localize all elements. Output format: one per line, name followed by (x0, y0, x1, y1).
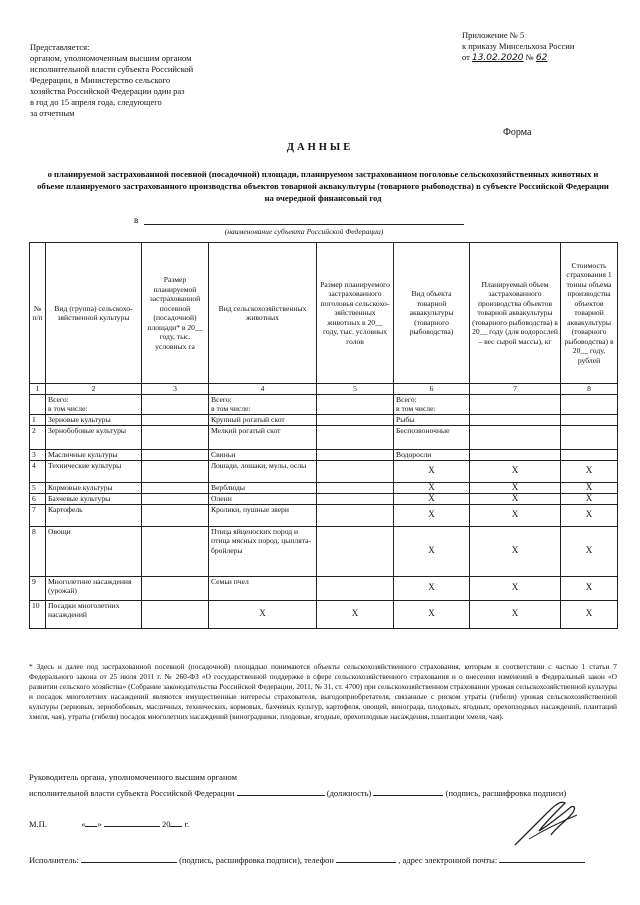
crop-name: Технические культуры (46, 460, 142, 482)
table-row (30, 576, 618, 600)
column-number: 7 (470, 384, 561, 395)
quote-close: » (97, 819, 102, 829)
insurance-cost-cell[interactable] (561, 414, 618, 425)
executor-label: Исполнитель: (29, 855, 79, 865)
aqua-name: X (394, 576, 470, 600)
month-field[interactable] (104, 817, 160, 827)
insurance-cost-cell: X (561, 526, 618, 576)
animal-name: Олени (209, 493, 317, 504)
total-crop-cell (46, 394, 142, 414)
email-field[interactable] (499, 853, 585, 863)
appendix-number: Приложение № 5 (462, 30, 525, 40)
insurance-cost-cell: X (561, 493, 618, 504)
header-crop-area: Размер планируемой застрахованной посевной (посадочной) площади* в 20__ году, тыс. условных га (142, 243, 209, 384)
head-title-line1: Руководитель органа, уполномоченного высшим органом (29, 772, 237, 782)
livestock-cell[interactable] (317, 493, 394, 504)
livestock-cell[interactable] (317, 425, 394, 449)
animal-name: Семьи пчел (209, 576, 317, 600)
livestock-cell[interactable] (317, 526, 394, 576)
document-title: ДАННЫЕ (286, 142, 354, 153)
aqua-volume-cell: X (470, 504, 561, 526)
column-number: 8 (561, 384, 618, 395)
crop-name: Овощи (46, 526, 142, 576)
animal-name: Кролики, пушные звери (209, 504, 317, 526)
aqua-volume-cell[interactable] (470, 414, 561, 425)
insurance-cost-cell: X (561, 482, 618, 493)
appendix-reference (462, 30, 632, 64)
aqua-volume-cell: X (470, 493, 561, 504)
total-aqua-cell (394, 394, 470, 414)
row-number: 8 (30, 526, 46, 576)
column-number: 5 (317, 384, 394, 395)
aqua-name: Рыбы (394, 414, 470, 425)
total-crop-area[interactable] (142, 394, 209, 414)
total-insurance-cost[interactable] (561, 394, 618, 414)
crop-name: Кормовые культуры (46, 482, 142, 493)
aqua-volume-cell: X (470, 526, 561, 576)
header-aqua-object: Вид объекта товарной аквакультуры (товарного рыбоводства) (394, 243, 470, 384)
total-aqua-volume[interactable] (470, 394, 561, 414)
row-number: 6 (30, 493, 46, 504)
document-subtitle: о планируемой застрахованной посевной (посадочной) площади, планируемом застрахованном поголовье сельскохозяйственных животных и объеме планируемого застрахованного производства объектов товарной аквакультуры (товарного рыбоводства) в субъекте Российской Федерации на очередной финансовый год (37, 169, 609, 203)
aqua-volume-cell[interactable] (470, 449, 561, 460)
header-insurance-cost: Стоимость страхования 1 тонны объема производства объектов товарной аквакультуры (товарного рыбоводства) в 20__ году, рублей (561, 243, 618, 384)
header-number: № п/п (30, 243, 46, 384)
submission-note-line: Федерации, в Министерство сельского (30, 75, 171, 85)
table-row (30, 460, 618, 482)
insurance-cost-cell: X (561, 460, 618, 482)
row-number: 10 (30, 600, 46, 628)
column-number: 3 (142, 384, 209, 395)
crop-area-cell[interactable] (142, 600, 209, 628)
row-number: 9 (30, 576, 46, 600)
row-number: 2 (30, 425, 46, 449)
head-sign-caption: (подпись, расшифровка подписи) (445, 788, 567, 798)
form-label: Форма (503, 127, 532, 138)
animal-name: Верблюды (209, 482, 317, 493)
crop-area-cell[interactable] (142, 460, 209, 482)
table-row (30, 482, 618, 493)
position-field[interactable] (237, 786, 325, 796)
animal-name: Птица яйценоских пород и птица мясных пород, цыплята-бройлеры (209, 526, 317, 576)
column-number: 2 (46, 384, 142, 395)
order-number-label: № (525, 52, 534, 62)
order-date-line (462, 52, 632, 64)
head-signature-field[interactable] (373, 786, 443, 796)
aqua-name: X (394, 600, 470, 628)
header-animal: Вид сельскохозяйственных животных (209, 243, 317, 384)
incl-label: в том числе: (211, 404, 251, 413)
crop-name: Масличные культуры (46, 449, 142, 460)
crop-area-cell[interactable] (142, 576, 209, 600)
crop-name: Картофель (46, 504, 142, 526)
insurance-cost-cell[interactable] (561, 425, 618, 449)
order-number: 62 (535, 53, 548, 63)
crop-area-cell[interactable] (142, 449, 209, 460)
row-number: 7 (30, 504, 46, 526)
table-row (30, 526, 618, 576)
incl-label: в том числе: (396, 404, 436, 413)
aqua-name: X (394, 460, 470, 482)
table-header-row (30, 243, 618, 384)
year-field[interactable] (170, 817, 182, 827)
livestock-cell[interactable] (317, 449, 394, 460)
crop-area-cell[interactable] (142, 425, 209, 449)
executor-line (29, 853, 585, 865)
row-number: 3 (30, 449, 46, 460)
aqua-name: X (394, 526, 470, 576)
crop-area-cell[interactable] (142, 414, 209, 425)
livestock-cell: X (317, 600, 394, 628)
day-field[interactable] (85, 817, 97, 827)
header-aqua-volume: Планируемый объем застрахованного производства объектов товарной аквакультуры (товарного рыбоводства) в 20__ году (для водорослей – вес сырой массы), кг (470, 243, 561, 384)
total-animal-cell (209, 394, 317, 414)
livestock-cell[interactable] (317, 504, 394, 526)
aqua-name: X (394, 482, 470, 493)
total-row (30, 394, 618, 414)
head-title-prefix: исполнительной власти субъекта Российской Федерации (29, 788, 235, 798)
table-row (30, 449, 618, 460)
column-number: 4 (209, 384, 317, 395)
aqua-name: X (394, 504, 470, 526)
position-caption: (должность) (326, 788, 372, 798)
animal-name: X (209, 600, 317, 628)
column-number: 1 (30, 384, 46, 395)
crop-name: Зерновые культуры (46, 414, 142, 425)
aqua-volume-cell: X (470, 460, 561, 482)
year-suffix: г. (184, 819, 190, 829)
aqua-name: Водоросли (394, 449, 470, 460)
subject-caption: (наименование субъекта Российской Федерации) (224, 227, 384, 236)
row-number: 5 (30, 482, 46, 493)
insurance-cost-cell: X (561, 600, 618, 628)
aqua-name: Беспозвоночные (394, 425, 470, 449)
table-row (30, 414, 618, 425)
total-label: Всего: (211, 394, 232, 404)
crop-area-cell[interactable] (142, 482, 209, 493)
column-number-row (30, 384, 618, 395)
order-date-from: от (462, 52, 470, 62)
aqua-name: X (394, 493, 470, 504)
crop-area-cell[interactable] (142, 504, 209, 526)
order-reference: к приказу Минсельхоза России (462, 41, 575, 51)
table-row (30, 493, 618, 504)
quote-open: « (81, 819, 86, 829)
crop-name: Многолетние насаждения (урожай) (46, 576, 142, 600)
year-prefix: 20 (161, 819, 171, 829)
crop-name: Зернобобовые культуры (46, 425, 142, 449)
aqua-volume-cell: X (470, 482, 561, 493)
submission-note-line: органом, уполномоченным высшим органом (30, 53, 192, 63)
executor-signature-field[interactable] (81, 853, 177, 863)
aqua-volume-cell: X (470, 576, 561, 600)
livestock-cell[interactable] (317, 414, 394, 425)
header-crop: Вид (группа) сельскохо-зяйственной культуры (46, 243, 142, 384)
crop-area-cell[interactable] (142, 526, 209, 576)
animal-name: Свиньи (209, 449, 317, 460)
crop-name: Бахчевые культуры (46, 493, 142, 504)
table-row (30, 425, 618, 449)
submission-note-line: хозяйства Российской Федерации один раз (30, 86, 185, 96)
subject-prefix: в (134, 215, 139, 225)
submission-note-line: исполнительной власти субъекта Российской (30, 64, 194, 74)
column-number: 6 (394, 384, 470, 395)
animal-name: Мелкий рогатый скот (209, 425, 317, 449)
phone-field[interactable] (336, 853, 396, 863)
submission-note (30, 42, 240, 119)
livestock-cell[interactable] (317, 482, 394, 493)
handwritten-signature (505, 795, 585, 850)
aqua-volume-cell[interactable] (470, 425, 561, 449)
table-row (30, 504, 618, 526)
order-date: 13.02.2020 (471, 53, 524, 63)
total-label: Всего: (48, 394, 69, 404)
table-row (30, 600, 618, 628)
aqua-volume-cell: X (470, 600, 561, 628)
email-label: , адрес электронной почты: (398, 855, 498, 865)
insurance-cost-cell: X (561, 504, 618, 526)
insurance-cost-cell: X (561, 576, 618, 600)
phone-label: телефон (304, 855, 334, 865)
animal-name: Крупный рогатый скот (209, 414, 317, 425)
footnote: * Здесь и далее под застрахованной посевной (посадочной) площадью понимаются объекты сельскохозяйственного страхования, которым в соответствии с частью 1 статьи 7 Федерального закона от 25 июля 2011 г. № 260-ФЗ «О государственной поддержке в сфере сельскохозяйственного страхования и о внесении изменений в Федеральный закон «О развитии сельского хозяйства» (Собрание законодательства Российской Федерации, 2011, № 31, ст. 4700) при сельскохозяйственном страховании урожая сельскохозяйственной культуры и посадок многолетних насаждений являются имущественные интересы страхователя, выгодоприобретателя, связанные с риском утраты (гибели) урожая сельскохозяйственной культуры (зерновых, зернобобовых, масличных, технических, кормовых, бахчевых культур, картофеля, овощей, винограда, плодовых, ягодных, орехоплодных насаждений, плантаций хмеля, чая), утраты (гибели) посадок многолетних насаждений (виноградники, плодовые, ягодные, орехоплодные насаждения, плантации хмеля, чая). (29, 662, 617, 721)
subject-field[interactable] (144, 224, 464, 225)
total-livestock[interactable] (317, 394, 394, 414)
crop-area-cell[interactable] (142, 493, 209, 504)
animal-name: Лошади, лошаки, мулы, ослы (209, 460, 317, 482)
executor-sign-caption: (подпись, расшифровка подписи), (179, 855, 302, 865)
row-number: 1 (30, 414, 46, 425)
row-number: 4 (30, 460, 46, 482)
header-livestock: Размер планируемого застрахованного поголовья сельскохо-зяйственных животных в 20__ году, тыс. условных голов (317, 243, 394, 384)
submission-note-line: Представляется: (30, 42, 90, 52)
crop-name: Посадки многолетних насаждений (46, 600, 142, 628)
submission-note-line: за отчетным (30, 108, 75, 118)
data-table (29, 242, 618, 629)
submission-note-line: в год до 15 апреля года, следующего (30, 97, 162, 107)
stamp-date-line (29, 817, 189, 829)
livestock-cell[interactable] (317, 576, 394, 600)
insurance-cost-cell[interactable] (561, 449, 618, 460)
incl-label: в том числе: (48, 404, 88, 413)
stamp-label: М.П. (29, 819, 47, 829)
livestock-cell[interactable] (317, 460, 394, 482)
total-label: Всего: (396, 394, 417, 404)
